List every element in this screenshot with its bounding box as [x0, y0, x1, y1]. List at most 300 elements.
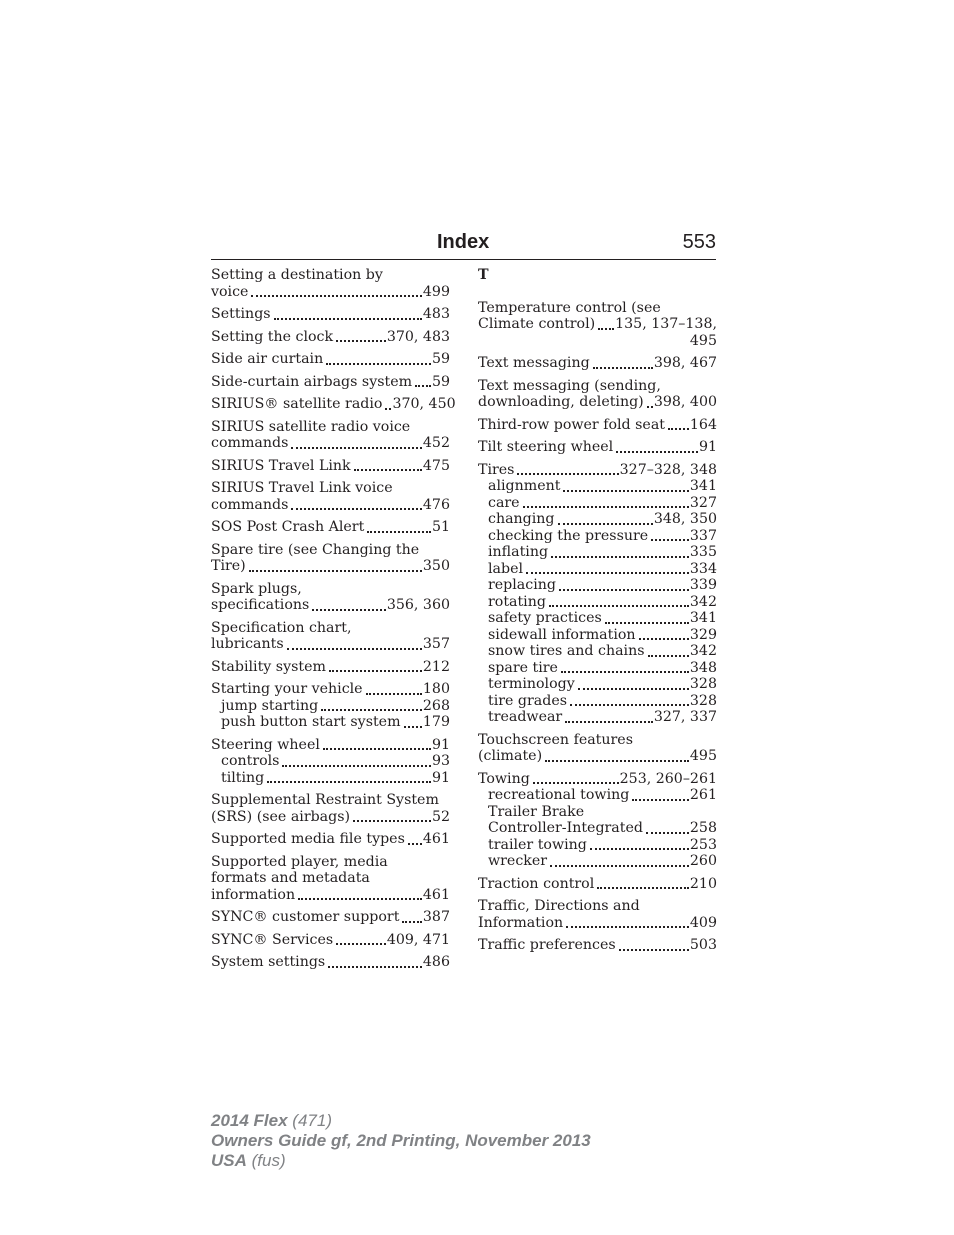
dot-leader — [598, 327, 614, 330]
dot-leader — [639, 637, 689, 640]
entry-term: Text messaging — [478, 355, 590, 371]
index-entry — [211, 542, 450, 575]
index-line — [478, 300, 717, 317]
index-subentry — [478, 528, 717, 545]
footer-model-line — [211, 1111, 591, 1131]
entry-page-ref: 357 — [422, 636, 450, 652]
entry-page-ref: 398, 467 — [653, 355, 717, 371]
index-column-left — [211, 267, 456, 977]
dot-leader — [329, 669, 422, 672]
index-subentry — [478, 820, 717, 837]
entry-term: treadwear — [488, 709, 563, 725]
entry-term: Information — [478, 914, 564, 931]
entry-term: inflating — [488, 544, 549, 560]
dot-leader — [551, 555, 689, 558]
index-line — [211, 351, 450, 368]
entry-term: replacing — [488, 577, 556, 593]
entry-term: Controller-Integrated — [488, 820, 643, 836]
dot-leader — [616, 450, 698, 453]
dot-leader — [590, 847, 689, 850]
dot-leader — [385, 407, 391, 410]
index-entry — [211, 419, 450, 452]
dot-leader — [668, 427, 689, 430]
index-subentry — [478, 577, 717, 594]
footer-market-line — [211, 1151, 591, 1171]
page-footer — [211, 1111, 591, 1171]
entry-term: Temperature control (see — [478, 299, 661, 316]
index-entry — [211, 909, 450, 926]
dot-leader — [298, 897, 422, 900]
index-subentry — [478, 693, 717, 710]
index-column-right — [478, 267, 717, 960]
index-line — [478, 898, 717, 915]
entry-page-ref: 253 — [689, 836, 717, 853]
index-entry — [211, 329, 450, 346]
index-subentry — [478, 478, 717, 495]
index-entry — [211, 932, 450, 949]
entry-page-ref: 452 — [422, 435, 450, 451]
index-subentry — [478, 709, 717, 726]
dot-leader — [312, 608, 386, 611]
dot-leader — [267, 780, 431, 783]
dot-leader — [549, 604, 689, 607]
dot-leader — [274, 317, 422, 320]
dot-leader — [566, 925, 689, 928]
index-entry — [478, 732, 717, 765]
entry-term: Text messaging (sending, — [478, 377, 661, 394]
entry-term: Traction control — [478, 875, 595, 892]
entry-term: sidewall information — [488, 626, 636, 643]
entry-page-ref: 335 — [689, 544, 717, 560]
index-entry — [478, 417, 717, 434]
index-entry — [211, 374, 450, 391]
entry-page-ref: 356, 360 — [386, 597, 450, 613]
entry-page-ref: 503 — [689, 937, 717, 953]
entry-page-ref: 327 — [689, 494, 717, 511]
index-subentry — [478, 804, 717, 821]
entry-page-ref: 342 — [689, 593, 717, 610]
entry-term: SIRIUS Travel Link — [211, 457, 351, 474]
footer-model-code: (471) — [292, 1111, 332, 1130]
index-line — [211, 831, 450, 848]
footer-edition-line — [211, 1131, 591, 1151]
index-line — [211, 435, 450, 452]
entry-term: SIRIUS Travel Link voice — [211, 480, 393, 496]
page-header — [211, 230, 716, 260]
entry-term: Supported player, media — [211, 853, 388, 870]
entry-page-ref: 210 — [689, 875, 717, 892]
entry-page-ref: 483 — [422, 306, 450, 322]
entry-page-ref: 91 — [431, 736, 450, 753]
entry-term: System settings — [211, 954, 326, 970]
entry-page-ref: 327–328, 348 — [619, 461, 717, 478]
entry-page-ref: 327, 337 — [653, 709, 717, 725]
index-line — [211, 659, 450, 676]
entry-page-ref: 260 — [689, 853, 717, 869]
footer-market-code: (fus) — [251, 1151, 286, 1170]
dot-leader — [647, 405, 653, 408]
index-subentry — [478, 511, 717, 528]
dot-leader — [578, 687, 689, 690]
entry-term: voice — [211, 283, 249, 300]
index-line — [211, 542, 450, 559]
index-entry — [478, 898, 717, 931]
entry-page-ref: 475 — [422, 457, 450, 474]
entry-page-ref: 93 — [431, 753, 450, 769]
dot-leader — [287, 647, 422, 650]
dot-leader — [402, 920, 421, 923]
index-entry — [478, 300, 717, 350]
entry-page-ref: 495 — [689, 748, 717, 764]
entry-term: Side air curtain — [211, 351, 324, 367]
index-subentry — [478, 544, 717, 561]
entry-term: Traffic, Directions and — [478, 898, 640, 914]
entry-term: push button start system — [221, 714, 401, 730]
page-title: Index — [437, 231, 490, 253]
index-line — [478, 439, 717, 456]
dot-leader — [282, 764, 430, 767]
entry-page-ref: 350 — [422, 558, 450, 574]
dot-leader — [651, 538, 689, 541]
entry-term: information — [211, 886, 296, 903]
index-subentry — [478, 561, 717, 578]
entry-term: tire grades — [488, 692, 568, 709]
index-line — [478, 333, 717, 350]
entry-term: Supplemental Restraint System — [211, 792, 439, 808]
index-entry — [211, 792, 450, 825]
index-line — [211, 329, 450, 346]
index-line — [478, 748, 717, 765]
footer-model: 2014 Flex — [211, 1111, 288, 1130]
dot-leader — [415, 384, 431, 387]
dot-leader — [354, 468, 422, 471]
entry-term: terminology — [488, 676, 575, 692]
entry-term: lubricants — [211, 636, 284, 652]
index-line — [211, 581, 450, 598]
dot-leader — [517, 472, 618, 475]
index-line — [211, 458, 450, 475]
index-line — [478, 394, 717, 411]
dot-leader — [558, 522, 653, 525]
entry-page-ref: 461 — [422, 831, 450, 847]
entry-term: specifications — [211, 597, 310, 613]
index-entry — [211, 396, 456, 413]
entry-page-ref: 328 — [689, 676, 717, 692]
index-entry — [478, 771, 717, 870]
dot-leader — [545, 759, 689, 762]
dot-leader — [559, 588, 689, 591]
entry-term: care — [488, 494, 520, 511]
dot-leader — [366, 692, 422, 695]
dot-leader — [408, 842, 422, 845]
index-line — [211, 267, 450, 284]
entry-term: spare tire — [488, 659, 558, 676]
entry-term: snow tires and chains — [488, 643, 645, 659]
index-subentry — [478, 660, 717, 677]
entry-page-ref: 476 — [422, 496, 450, 513]
index-line — [211, 620, 450, 637]
entry-term: SIRIUS satellite radio voice — [211, 418, 411, 435]
index-line — [211, 558, 450, 575]
entry-page-ref: 135, 137–138, — [615, 316, 717, 332]
dot-leader — [336, 339, 386, 342]
entry-page-ref: 329 — [689, 626, 717, 643]
dot-leader — [593, 366, 653, 369]
dot-leader — [563, 489, 688, 492]
index-subentry — [478, 643, 717, 660]
index-entry — [211, 620, 450, 653]
dot-leader — [404, 725, 422, 728]
entry-term: Tire) — [211, 558, 246, 574]
entry-page-ref: 341 — [689, 610, 717, 626]
index-subentry — [478, 853, 717, 870]
index-entry — [211, 351, 450, 368]
dot-leader — [646, 831, 689, 834]
index-entry — [211, 737, 450, 787]
entry-page-ref: 268 — [422, 697, 450, 714]
entry-term: (SRS) (see airbags) — [211, 808, 351, 825]
entry-term: recreational towing — [488, 787, 630, 803]
entry-term: Steering wheel — [211, 736, 320, 753]
entry-term: SIRIUS® satellite radio — [211, 396, 383, 412]
entry-term: Trailer Brake — [488, 803, 585, 820]
entry-page-ref: 253, 260–261 — [619, 770, 717, 787]
entry-page-ref: 59 — [431, 351, 450, 367]
entry-page-ref: 339 — [689, 577, 717, 593]
footer-market: USA — [211, 1151, 247, 1170]
dot-leader — [648, 654, 689, 657]
index-entry — [211, 267, 450, 300]
section-letter: T — [478, 267, 489, 283]
dot-leader — [321, 708, 422, 711]
index-entry — [211, 659, 450, 676]
entry-page-ref: 341 — [689, 478, 717, 494]
index-entry — [478, 355, 717, 372]
index-entry — [211, 458, 450, 475]
dot-leader — [570, 703, 689, 706]
entry-page-ref: 258 — [689, 820, 717, 836]
index-line — [478, 462, 717, 479]
index-line — [478, 378, 717, 395]
index-entries-t — [478, 300, 717, 954]
index-entry — [478, 378, 717, 411]
entry-page-ref: 179 — [422, 714, 450, 730]
entry-term: Traffic preferences — [478, 937, 616, 953]
index-line — [478, 732, 717, 749]
entry-term: Specification chart, — [211, 619, 352, 636]
entry-page-ref: 461 — [422, 886, 450, 903]
entry-term: 495 — [689, 332, 717, 349]
entry-term: Settings — [211, 306, 271, 322]
page-number: 553 — [682, 231, 716, 253]
index-entry — [211, 854, 450, 904]
index-line — [478, 771, 717, 788]
entry-page-ref: 409, 471 — [386, 931, 450, 948]
entry-term: alignment — [488, 478, 561, 494]
index-line — [211, 284, 450, 301]
index-line — [211, 932, 450, 949]
entry-page-ref: 409 — [689, 914, 717, 931]
index-line — [211, 419, 450, 436]
index-line — [211, 636, 450, 653]
entry-term: Setting the clock — [211, 328, 334, 345]
index-subentry — [478, 610, 717, 627]
entry-page-ref: 212 — [422, 658, 450, 675]
entry-page-ref: 51 — [431, 519, 450, 535]
index-line — [211, 306, 450, 323]
dot-leader — [291, 446, 422, 449]
entry-term: SYNC® Services — [211, 931, 334, 948]
entry-page-ref: 398, 400 — [653, 394, 717, 410]
index-line — [478, 915, 717, 932]
index-entry — [478, 937, 717, 954]
index-line — [211, 954, 450, 971]
index-line — [211, 909, 450, 926]
dot-leader — [326, 362, 431, 365]
index-subentry — [478, 787, 717, 804]
entry-page-ref: 59 — [431, 373, 450, 390]
dot-leader — [565, 720, 653, 723]
entry-term: Tires — [478, 461, 515, 478]
dot-leader — [523, 505, 689, 508]
dot-leader — [526, 571, 689, 574]
entry-page-ref: 91 — [698, 439, 717, 455]
entry-term: formats and metadata — [211, 870, 370, 886]
entry-term: Climate control) — [478, 316, 596, 332]
entry-page-ref: 348 — [689, 659, 717, 676]
entry-term: safety practices — [488, 610, 602, 626]
entry-page-ref: 328 — [689, 692, 717, 709]
entry-page-ref: 337 — [689, 527, 717, 544]
dot-leader — [328, 965, 422, 968]
dot-leader — [605, 621, 689, 624]
index-line — [211, 681, 450, 698]
dot-leader — [367, 530, 431, 533]
entry-term: downloading, deleting) — [478, 394, 644, 410]
entry-term: Setting a destination by — [211, 267, 383, 283]
entry-term: Side-curtain airbags system — [211, 373, 413, 390]
entry-page-ref: 387 — [422, 909, 450, 925]
entry-term: SYNC® customer support — [211, 909, 400, 925]
index-entry — [211, 306, 450, 323]
index-subentry — [478, 495, 717, 512]
index-line — [478, 876, 717, 893]
entry-page-ref: 52 — [431, 808, 450, 825]
entry-page-ref: 91 — [431, 769, 450, 786]
entry-page-ref: 164 — [689, 416, 717, 433]
dot-leader — [550, 864, 689, 867]
entry-term: Third-row power fold seat — [478, 416, 665, 433]
dot-leader — [561, 670, 689, 673]
entry-term: rotating — [488, 593, 546, 610]
entry-term: Tilt steering wheel — [478, 439, 614, 455]
entry-page-ref: 348, 350 — [653, 511, 717, 527]
index-line — [211, 374, 450, 391]
entry-term: SOS Post Crash Alert — [211, 519, 365, 535]
entry-page-ref: 342 — [689, 643, 717, 659]
entry-page-ref: 499 — [422, 283, 450, 300]
index-subentry — [211, 698, 450, 715]
dot-leader — [619, 948, 689, 951]
index-line — [478, 316, 717, 333]
index-subentry — [211, 770, 450, 787]
entry-term: jump starting — [221, 697, 319, 714]
dot-leader — [336, 942, 386, 945]
index-line — [211, 737, 450, 754]
index-subentry — [211, 753, 450, 770]
index-line — [478, 417, 717, 434]
entry-term: Starting your vehicle — [211, 681, 363, 697]
index-line — [211, 792, 450, 809]
entry-page-ref: 370, 450 — [392, 396, 456, 412]
index-line — [211, 519, 450, 536]
index-entry — [211, 954, 450, 971]
entry-term: Touchscreen features — [478, 731, 633, 748]
entry-term: label — [488, 560, 524, 577]
entry-term: Stability system — [211, 658, 326, 675]
index-line — [211, 870, 450, 887]
entry-term: commands — [211, 496, 289, 513]
index-entry — [211, 519, 450, 536]
entry-term: Spark plugs, — [211, 580, 302, 597]
entry-term: trailer towing — [488, 836, 587, 853]
entry-page-ref: 370, 483 — [386, 328, 450, 345]
index-line — [478, 937, 717, 954]
index-entry — [478, 876, 717, 893]
index-line — [211, 396, 456, 413]
index-subentry — [478, 594, 717, 611]
index-entry — [478, 462, 717, 726]
dot-leader — [632, 798, 689, 801]
entry-term: Towing — [478, 770, 530, 787]
entry-page-ref: 180 — [422, 681, 450, 697]
index-entry — [211, 681, 450, 731]
entry-term: Supported media file types — [211, 831, 405, 847]
dot-leader — [249, 569, 422, 572]
entry-term: wrecker — [488, 853, 548, 869]
index-subentry — [478, 627, 717, 644]
entry-term: tilting — [221, 769, 265, 786]
dot-leader — [597, 886, 689, 889]
index-line — [478, 355, 717, 372]
dot-leader — [291, 507, 422, 510]
entry-page-ref: 261 — [689, 787, 717, 803]
index-entry — [211, 480, 450, 513]
entry-page-ref: 334 — [689, 560, 717, 577]
index-line — [211, 809, 450, 826]
entry-term: commands — [211, 435, 289, 451]
dot-leader — [533, 781, 619, 784]
index-line — [211, 480, 450, 497]
entry-page-ref: 486 — [422, 954, 450, 970]
entry-term: controls — [221, 753, 280, 769]
index-subentry — [478, 676, 717, 693]
index-subentry — [211, 714, 450, 731]
dot-leader — [353, 819, 431, 822]
index-entry — [211, 581, 450, 614]
index-line — [211, 887, 450, 904]
index-entry — [478, 439, 717, 456]
index-entry — [211, 831, 450, 848]
dot-leader — [323, 747, 431, 750]
entry-term: changing — [488, 511, 555, 527]
entry-term: Spare tire (see Changing the — [211, 541, 420, 558]
index-line — [211, 497, 450, 514]
dot-leader — [251, 294, 421, 297]
index-line — [211, 854, 450, 871]
footer-edition: Owners Guide gf, 2nd Printing, November 2013 — [211, 1131, 591, 1150]
index-line — [211, 597, 450, 614]
